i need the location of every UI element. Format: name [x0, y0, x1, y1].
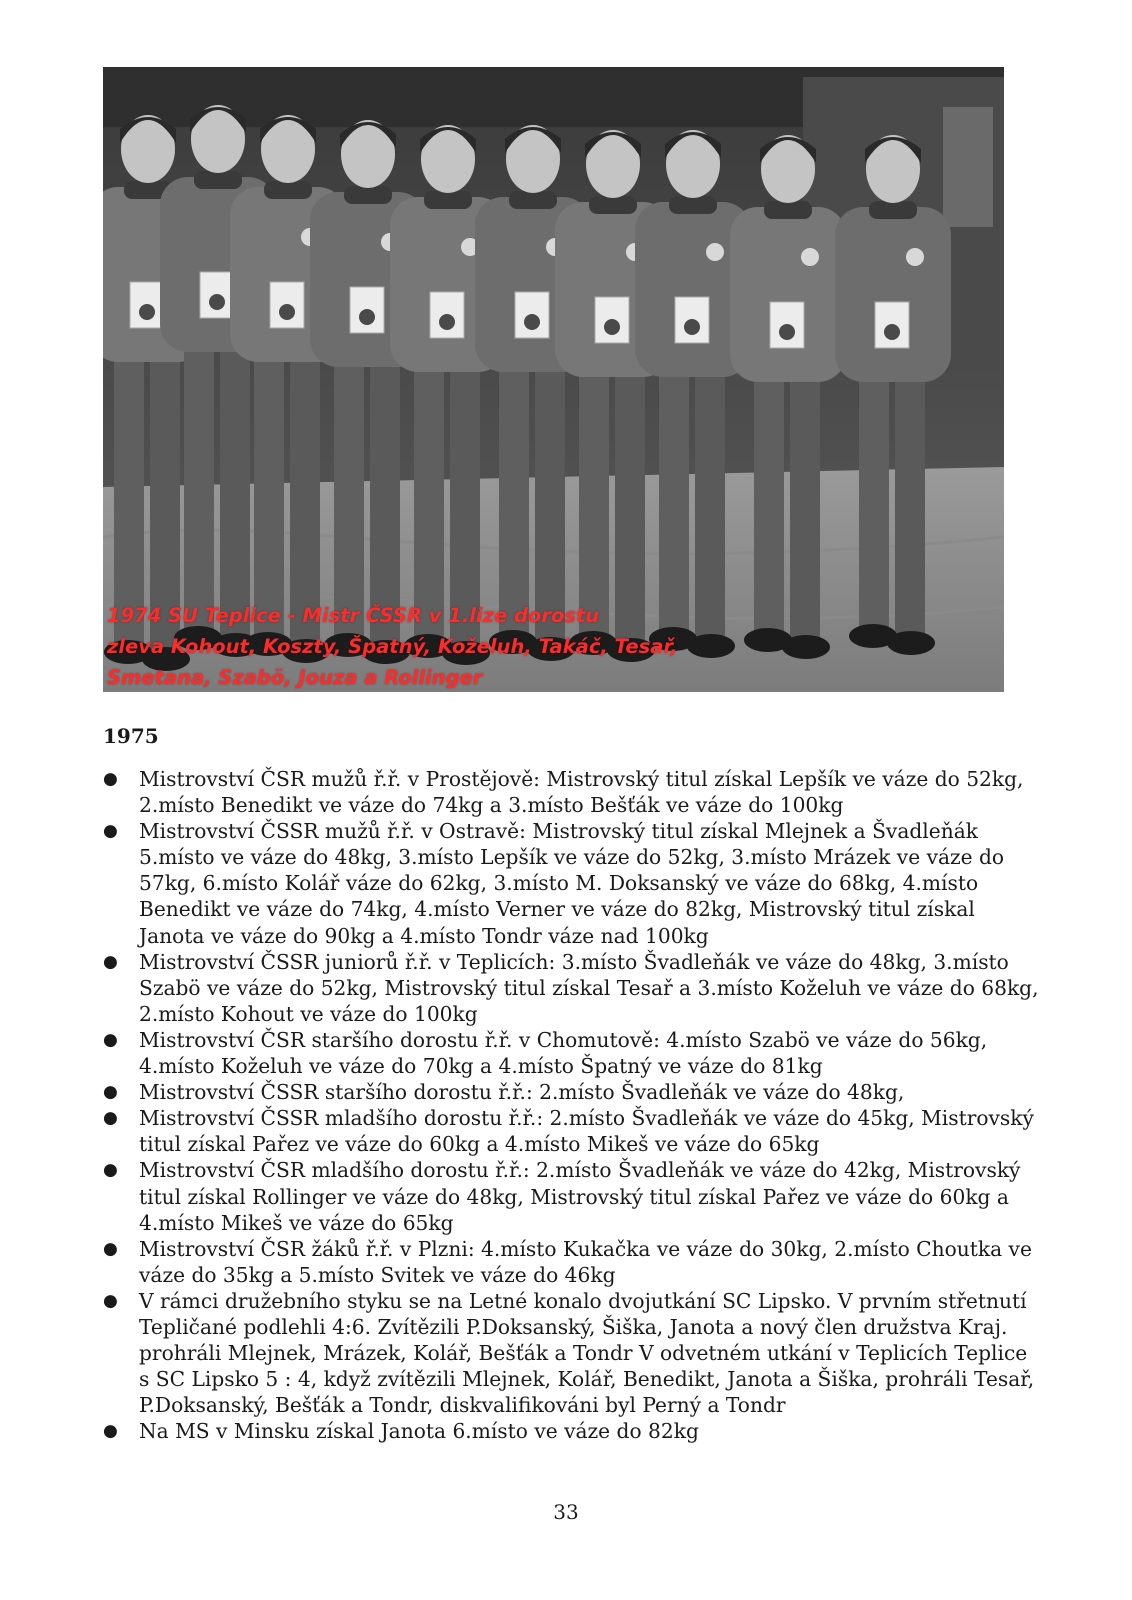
list-item — [103, 949, 1043, 1027]
list-item — [103, 818, 1043, 948]
list-item-text: Mistrovství ČSSR mužů ř.ř. v Ostravě: Mistrovský titul získal Mlejnek a Švadleňák 5.místo ve váze do 48kg, 3.místo Lepšík ve váze do 52kg, 3.místo Mrázek ve váze do 57kg, 6.místo Kolář váze do 62kg, 3.místo M. Doksanský ve váze do 68kg, 4.místo Benedikt ve váze do 74kg, 4.místo Verner ve váze do 82kg, Mistrovský titul získal Janota ve váze do 90kg a 4.místo Tondr váze nad 100kg — [139, 819, 1005, 948]
list-item-text: V rámci družebního styku se na Letné konalo dvojutkání SC Lipsko. V prvním střetnutí Tepličané podlehli 4:6. Zvítězili P.Doksanský, Šiška, Janota a nový člen družstva Kraj. prohráli Mlejnek, Mrázek, Kolář, Bešťák a Tondr V odvetném utkání v Teplicích Teplice s SC Lipsko 5 : 4, když zvítězili Mlejnek, Kolář, Benedikt, Janota a Šiška, prohráli Tesař, P.Doksanský, Bešťák a Tondr, diskvalifikováni byl Perný a Tondr — [139, 1288, 1035, 1418]
list-item — [103, 1105, 1043, 1157]
events-list — [103, 766, 1043, 1444]
caption-line: 1974 SU Teplice - Mistr ČSSR v 1.lize dorostu — [107, 604, 600, 627]
list-item — [103, 1027, 1043, 1079]
bullet-icon: ● — [103, 1160, 118, 1181]
list-item-text: Mistrovství ČSSR juniorů ř.ř. v Teplicích: 3.místo Švadleňák ve váze do 48kg, 3.místo Szabö ve váze do 52kg, Mistrovský titul získal Tesař a 3.místo Koželuh ve váze do 68kg, 2.místo Kohout ve váze do 100kg — [139, 949, 1039, 1026]
bullet-icon: ● — [103, 769, 118, 789]
caption-line: zleva Kohout, Koszty, Špatný, Koželuh, Takáč, Tesař, — [107, 635, 678, 658]
bullet-icon: ● — [103, 1238, 118, 1259]
list-item-text: Mistrovství ČSR mladšího dorostu ř.ř.: 2.místo Švadleňák ve váze do 42kg, Mistrovský titul získal Rollinger ve váze do 48kg, Mistrovský titul získal Pařez ve váze do 60kg a 4.místo Mikeš ve váze do 65kg — [139, 1158, 1021, 1235]
caption-line: Smetana, Szabö, Jouza a Rollinger — [107, 666, 483, 689]
list-item-text: Mistrovství ČSR mužů ř.ř. v Prostějově: Mistrovský titul získal Lepšík ve váze do 52kg, 2.místo Benedikt ve váze do 74kg a 3.místo Bešťák ve váze do 100kg — [139, 767, 1024, 818]
list-item — [103, 1079, 1043, 1105]
list-item — [103, 1157, 1043, 1235]
team-photo — [103, 67, 1004, 692]
bullet-icon: ● — [103, 821, 118, 842]
list-item — [103, 1288, 1043, 1418]
team-photo-illustration — [103, 67, 1004, 692]
page-number: 33 — [553, 1500, 579, 1524]
bullet-icon: ● — [103, 1421, 118, 1442]
bullet-icon: ● — [103, 1082, 118, 1103]
list-item — [103, 1418, 1043, 1444]
bullet-icon: ● — [103, 1029, 118, 1050]
list-item-text: Mistrovství ČSR žáků ř.ř. v Plzni: 4.místo Kukačka ve váze do 30kg, 2.místo Choutka ve váze do 35kg a 5.místo Svitek ve váze do 46kg — [139, 1236, 1032, 1287]
bullet-icon: ● — [103, 1108, 118, 1129]
list-item — [103, 766, 1043, 818]
list-item-text: Mistrovství ČSR staršího dorostu ř.ř. v Chomutově: 4.místo Szabö ve váze do 56kg, 4.místo Koželuh ve váze do 70kg a 4.místo Špatný ve váze do 81kg — [139, 1027, 988, 1079]
list-item — [103, 1236, 1043, 1288]
list-item-text: Mistrovství ČSSR staršího dorostu ř.ř.: 2.místo Švadleňák ve váze do 48kg, — [139, 1080, 905, 1105]
bullet-icon: ● — [103, 1290, 118, 1311]
list-item-text: Mistrovství ČSSR mladšího dorostu ř.ř.: 2.místo Švadleňák ve váze do 45kg, Mistrovský titul získal Pařez ve váze do 60kg a 4.místo Mikeš ve váze do 65kg — [139, 1106, 1034, 1157]
bullet-icon: ● — [103, 951, 118, 972]
photo-caption — [107, 600, 1000, 692]
list-item-text: Na MS v Minsku získal Janota 6.místo ve váze do 82kg — [139, 1419, 699, 1444]
section-year-heading: 1975 — [103, 724, 159, 748]
